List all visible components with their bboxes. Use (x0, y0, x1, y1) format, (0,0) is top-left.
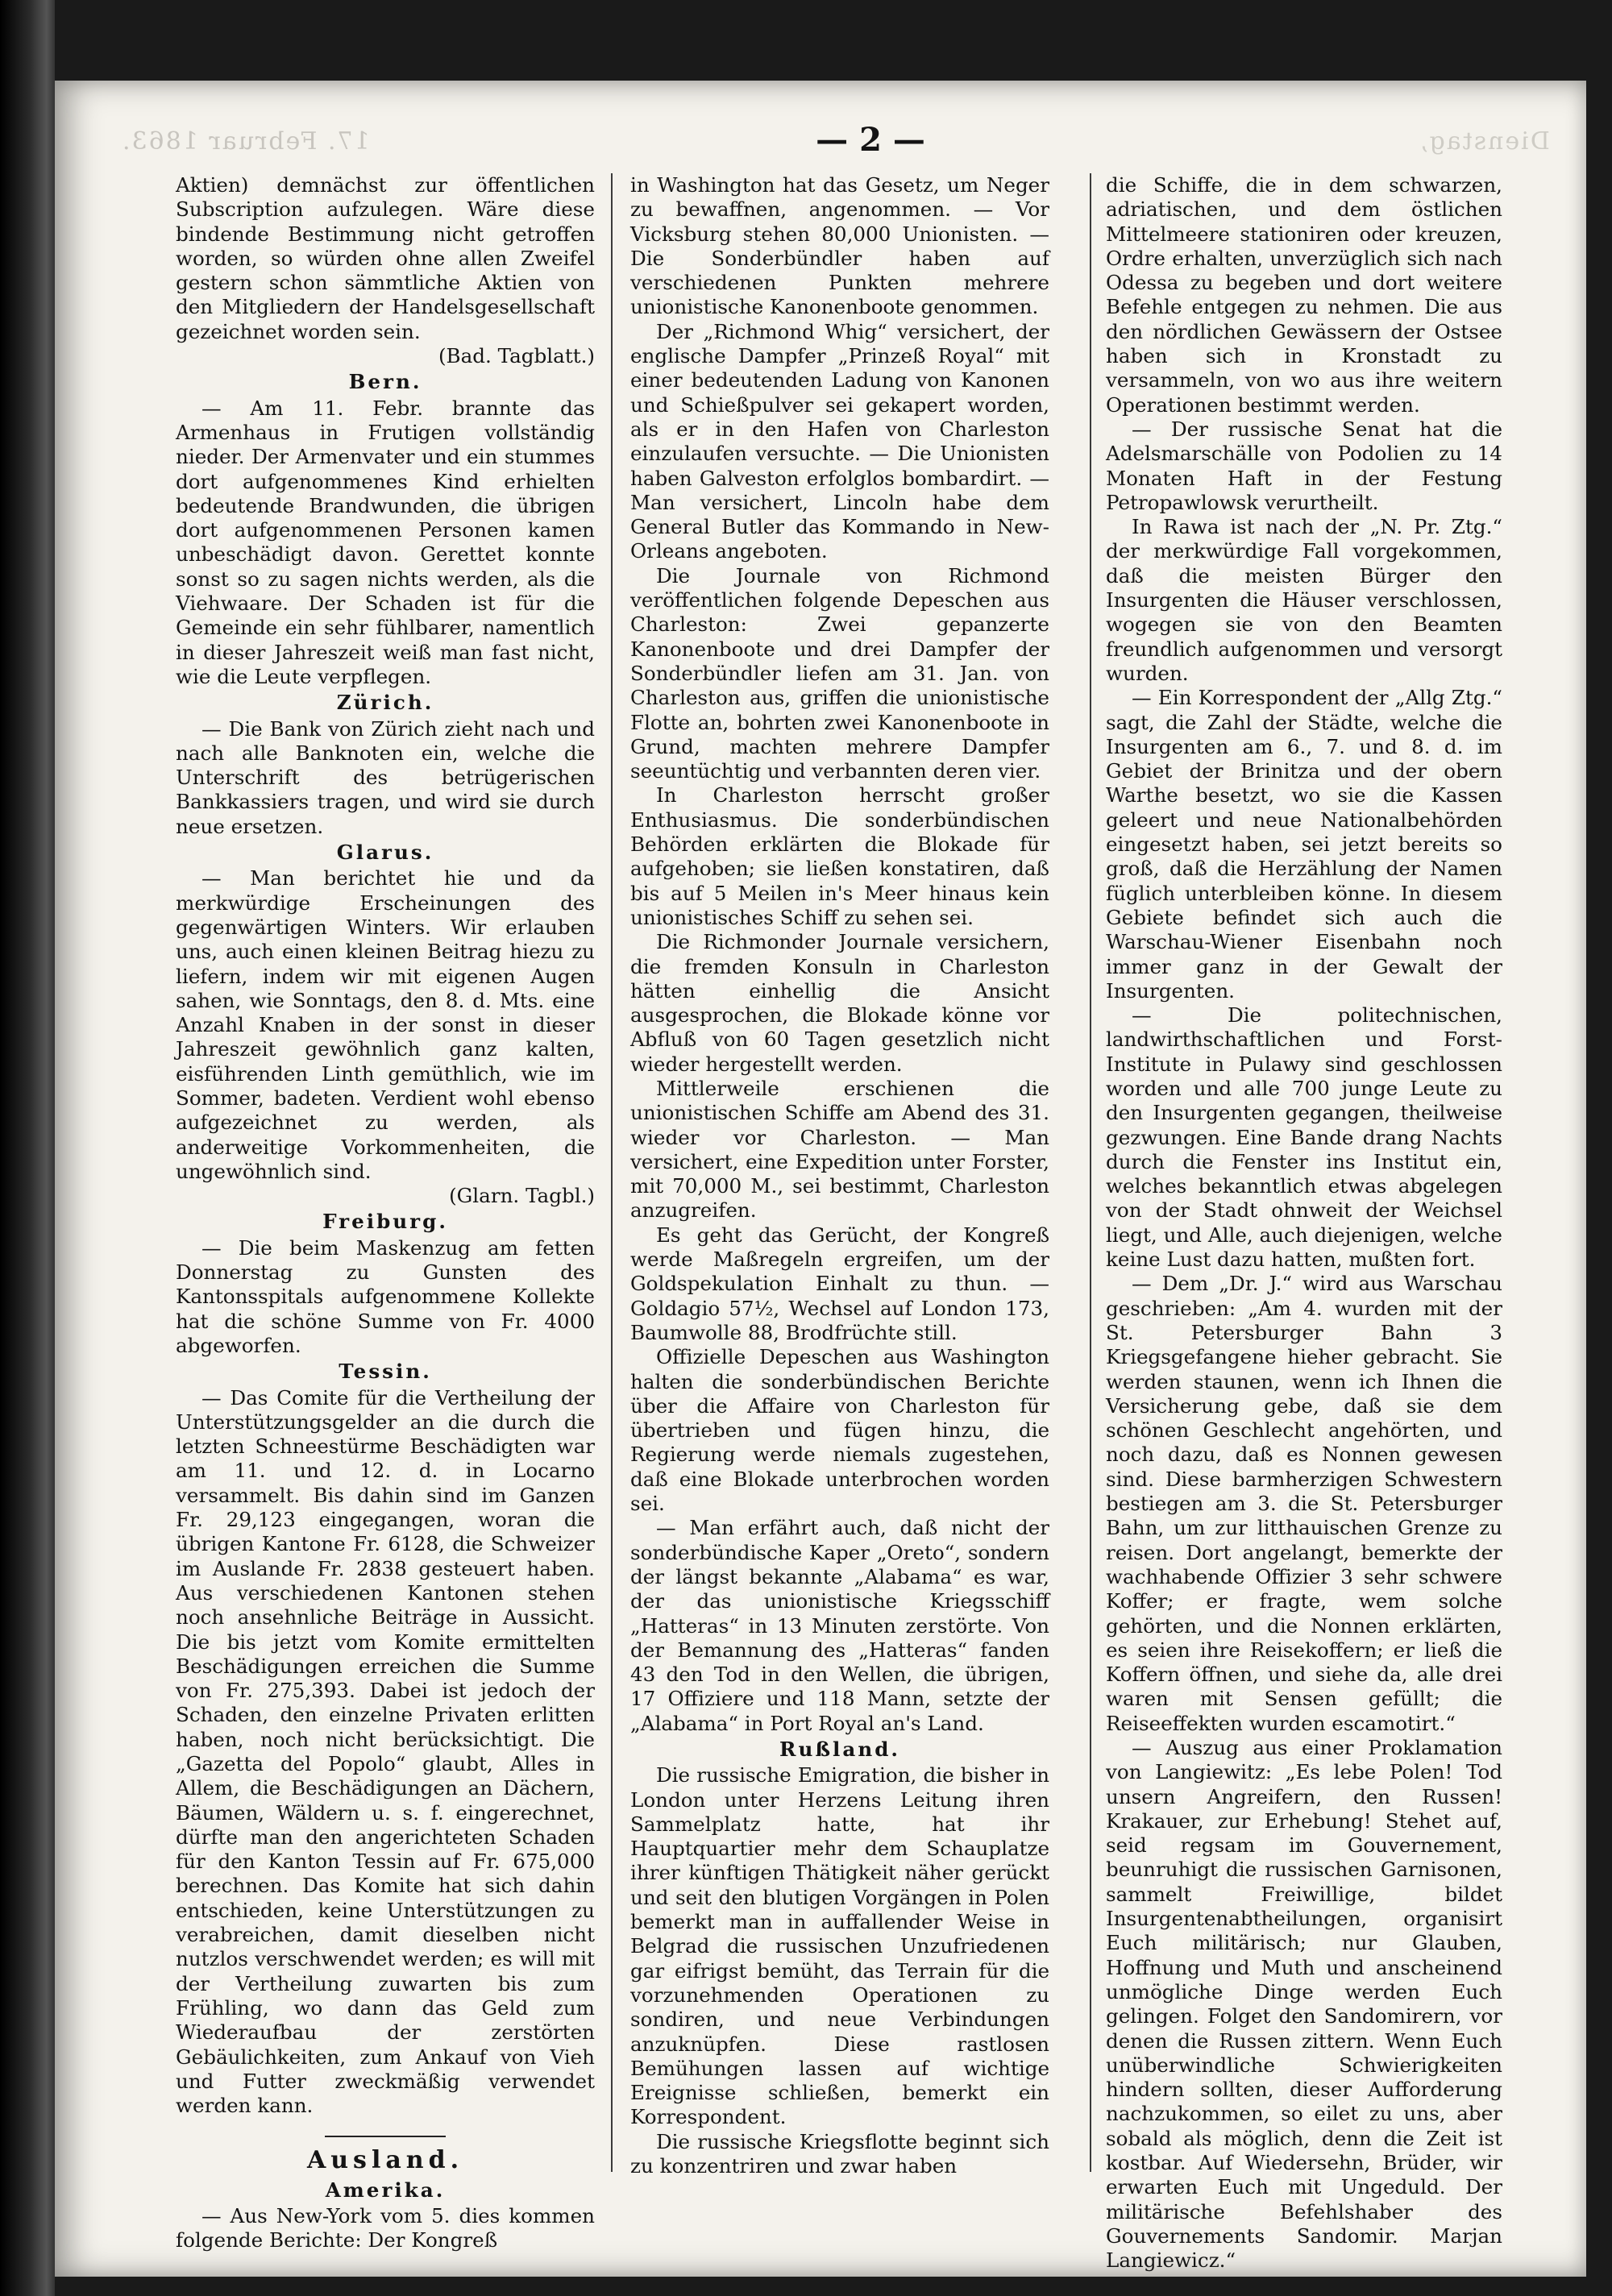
article-paragraph: In Rawa ist nach der „N. Pr. Ztg.“ der merkwürdige Fall vorgekommen, daß die meisten Bürger den Insurgenten die Häuser verschlossen, wogegen sie von den Beamten freundlich aufgenommen und versorgt wurden. (1106, 515, 1502, 685)
section-heading-russland: Rußland. (779, 1738, 900, 1761)
article-paragraph: Mittlerweile erschienen die unionistischen Schiffe am Abend des 31. wieder vor Charleston. — Man versichert, eine Expedition unter Forster, mit 70,000 M., sei bestimmt, Charleston anzugreifen. (630, 1076, 1049, 1223)
article-paragraph: in Washington hat das Gesetz, um Neger zu bewaffnen, angenommen. — Vor Vicksburg stehen 80,000 Unionisten. — Die Sonderbündler haben auf verschiedenen Punkten mehrere unionistische Kanonenboote genommen. (630, 173, 1049, 319)
article-paragraph: — Auszug aus einer Proklamation von Langiewitz: „Es lebe Polen! Tod unsern Angreifern, den Russen! Krakauer, zur Erhebung! Stehet auf, seid regsam im Gouvernement, beunruhigt die russischen Garnisonen, sammelt Freiwillige, bildet Insurgentenabtheilungen, organisirt Euch militärisch; nur Glauben, Hoffnung und Muth und anscheinend unmögliche Dinge werden Euch gelingen. Folget den Sandomirern, vor denen die Russen zittern. Wenn Euch unüberwindliche Schwierigkeiten hindern sollten, dieser Aufforderung nachzukommen, so eilet zu uns, aber sobald als möglich, denn die Zeit ist kostbar. Auf Wiedersehn, Brüder, wir erwarten Euch mit Ungeduld. Der militärische Befehlshaber des Gouvernements Sandomir. Marjan Langiewicz.“ (1106, 1736, 1502, 2273)
article-paragraph: In Charleston herrscht großer Enthusiasmus. Die sonderbündischen Behörden erklärten die Blokade für aufgehoben; sie ließen konstatiren, daß bis auf 5 Meilen in's Meer hinaus kein unionistisches Schiff zu sehen sei. (630, 783, 1049, 929)
article-paragraph: — Das Comite für die Vertheilung der Unterstützungsgelder an die durch die letzten Schneestürme Beschädigten war am 11. und 12. d. in Locarno versammelt. Bis dahin sind im Ganzen Fr. 29,123 eingegangen, woran die übrigen Kantone Fr. 6128, die Schweizer im Auslande Fr. 2838 gesteuert haben. Aus verschiedenen Kantonen stehen noch ansehnliche Beiträge in Aussicht. Die bis jetzt vom Komite ermittelten Beschädigungen erreichen die Summe von Fr. 275,393. Dabei ist jedoch der Schaden, den einzelne Privaten erlitten haben, noch nicht berücksichtigt. Die „Gazetta del Popolo“ glaubt, Alles in Allem, die Beschädigungen an Dächern, Bäumen, Wäldern u. s. f. eingerechnet, dürfte man den angerichteten Schaden für den Kanton Tessin auf Fr. 675,000 berechnen. Das Komite hat sich dahin entschieden, keine Unterstützungen zu verabreichen, damit dieselben nicht nutzlos verschwendet werden; es will mit der Vertheilung zuwarten bis zum Frühling, wo dann das Geld zum Wiederaufbau der zerstörten Gebäulichkeiten, zum Ankauf von Vieh und Futter zweckmäßig verwendet werden kann. (176, 1385, 595, 2118)
article-paragraph: — Dem „Dr. J.“ wird aus Warschau geschrieben: „Am 4. wurden mit der St. Petersburger Bahn 3 Kriegsgefangene hieher gebracht. Sie werden staunen, wenn ich Ihnen die Versicherung gebe, daß sie dem schönen Geschlecht angehörten, und noch dazu, daß es Nonnen gewesen sind. Diese barmherzigen Schwestern bestiegen am 3. die St. Petersburger Bahn, um zur litthauischen Grenze zu reisen. Dort angelangt, bemerkte der wachhabende Offizier 3 sehr schwere Koffer; er fragte, wem solche gehörten, und die Nonnen erklärten, es seien ihre Reisekoffern; er ließ die Koffern öffnen, und siehe da, alle drei waren mit Sensen gefüllt; die Reiseeffekten wurden escamotirt.“ (1106, 1272, 1502, 1735)
column-right (1106, 173, 1502, 2273)
section-heading-glarus: Glarus. (336, 841, 434, 865)
section-heading-ausland: Ausland. (306, 2146, 464, 2175)
section-heading-zuerich: Zürich. (336, 691, 434, 715)
article-paragraph: — Die politechnischen, landwirthschaftlichen und Forst-Institute in Pulawy sind geschlossen worden und alle 700 junge Leute zu den Insurgenten gegangen, theilweise gezwungen. Eine Bande drang Nachts durch die Fenster ins Institut ein, welches bekanntlich etwas abgelegen von der Stadt ohnweit der Weichsel liegt, und Alle, auch diejenigen, welche keine Lust dazu hatten, mußten fort. (1106, 1003, 1502, 1272)
article-paragraph: Die Journale von Richmond veröffentlichen folgende Depeschen aus Charleston: Zwei gepanzerte Kanonenboote und drei Dampfer der Sonderbündler liefen am 31. Jan. von Charleston aus, griffen die unionistische Flotte an, bohrten zwei Kanonenboote in Grund, machten mehrere Dampfer seeuntüchtig und verbannten deren vier. (630, 563, 1049, 783)
section-heading-tessin: Tessin. (339, 1360, 432, 1384)
article-paragraph: — Der russische Senat hat die Adelsmarschälle von Podolien zu 14 Monaten Haft in der Festung Petropawlowsk verurtheilt. (1106, 417, 1502, 514)
page-number: — 2 — (816, 121, 925, 159)
section-rule (325, 2136, 446, 2137)
column-divider (611, 173, 613, 2172)
bleed-through-day: Dienstag, (1419, 127, 1550, 156)
book-spine (0, 0, 55, 2296)
article-paragraph: Es geht das Gerücht, der Kongreß werde Maßregeln ergreifen, um der Goldspekulation Einhalt zu thun. — Goldagio 57½, Wechsel auf London 173, Baumwolle 88, Brodfrüchte still. (630, 1223, 1049, 1344)
article-paragraph: die Schiffe, die in dem schwarzen, adriatischen, und dem östlichen Mittelmeere stationiren oder kreuzen, Ordre erhalten, unverzüglich sich nach Odessa zu begeben und dort weitere Befehle entgegen zu nehmen. Die aus den nördlichen Gewässern der Ostsee haben sich in Kronstadt zu versammeln, von wo aus ihre weitern Operationen bestimmt werden. (1106, 173, 1502, 417)
source-citation: (Glarn. Tagbl.) (449, 1184, 595, 1208)
article-paragraph: Offizielle Depeschen aus Washington halten die sonderbündischen Berichte über die Affaire von Charleston für übertrieben und fügen hinzu, die Regierung werde niemals zugestehen, daß eine Blokade unterbrochen worden sei. (630, 1345, 1049, 1516)
article-paragraph: — Die beim Maskenzug am fetten Donnerstag zu Gunsten des Kantonsspitals aufgenommene Kollekte hat die schöne Summe von Fr. 4000 abgeworfen. (176, 1235, 595, 1357)
source-citation: (Bad. Tagblatt.) (438, 344, 595, 368)
section-heading-bern: Bern. (348, 370, 422, 394)
article-paragraph: — Man berichtet hie und da merkwürdige Erscheinungen des gegenwärtigen Winters. Wir erlauben uns, auch einen kleinen Beitrag hiezu zu liefern, indem wir mit eigenen Augen sahen, wie Sonntags, den 8. d. Mts. eine Anzahl Knaben in der sonst in dieser Jahreszeit gewöhnlich ganz kalten, eisführenden Linth gemüthlich, wie im Sommer, badeten. Verdient wohl ebenso aufgezeichnet zu werden, als anderweitige Vorkommenheiten, die ungewöhnlich sind. (176, 866, 595, 1183)
section-heading-amerika: Amerika. (325, 2178, 446, 2202)
article-paragraph: Die russische Emigration, die bisher in London unter Herzens Leitung ihren Sammelplatz hatte, hat ihr Hauptquartier mehr dem Schauplatze ihrer künftigen Thätigkeit näher gerückt und seit den blutigen Vorgängen in Polen bemerkt man in auffallender Weise in Belgrad die russischen Unzufriedenen gar eifrigst bemüht, das Terrain für die vorzunehmenden Operationen zu sondiren, und neue Verbindungen anzuknüpfen. Diese rastlosen Bemühungen lassen auf wichtige Ereignisse schließen, bemerkt ein Korrespondent. (630, 1763, 1049, 2129)
article-paragraph: Die Richmonder Journale versichern, die fremden Konsuln in Charleston hätten einhellig die Ansicht ausgesprochen, die Blokade könne vor Abfluß von 60 Tagen gesetzlich nicht wieder hergestellt werden. (630, 930, 1049, 1076)
article-paragraph: — Ein Korrespondent der „Allg Ztg.“ sagt, die Zahl der Städte, welche die Insurgenten am 6., 7. und 8. d. im Gebiet der Brinitza und der obern Warthe besetzt, wo sie die Kassen geleert und neue Nationalbehörden eingesetzt haben, sei jetzt bereits so groß, daß die Herzählung der Namen füglich unterbleiben könne. In diesem Gebiete befindet sich auch die Warschau-Wiener Eisenbahn noch immer ganz in der Gewalt der Insurgenten. (1106, 686, 1502, 1003)
column-divider (1090, 173, 1091, 2172)
column-middle (630, 173, 1049, 2178)
article-paragraph: Der „Richmond Whig“ versichert, der englische Dampfer „Prinzeß Royal“ mit einer bedeutenden Ladung von Kanonen und Schießpulver sei gekapert worden, als er in den Hafen von Charleston einzulaufen versuchte. — Die Unionisten haben Galveston erfolglos bombardirt. — Man versichert, Lincoln habe dem General Butler das Kommando in New-Orleans angeboten. (630, 319, 1049, 563)
section-heading-freiburg: Freiburg. (322, 1210, 448, 1234)
bleed-through-date: 17. Februar 1863. (121, 127, 370, 156)
article-paragraph: — Man erfährt auch, daß nicht der sonderbündische Kaper „Oreto“, sondern der längst bekannte „Alabama“ es war, der das unionistische Kriegsschiff „Hatteras“ in 13 Minuten zerstörte. Von der Bemannung des „Hatteras“ fanden 43 den Tod in den Wellen, die übrigen, 17 Offiziere und 118 Mann, setzte der „Alabama“ in Port Royal an's Land. (630, 1516, 1049, 1735)
article-paragraph: Aktien) demnächst zur öffentlichen Subscription aufzulegen. Wäre diese bindende Bestimmung nicht getroffen worden, so würden ohne allen Zweifel gestern schon sämmtliche Aktien von den Mitgliedern der Handelsgesellschaft gezeichnet worden sein. (176, 173, 595, 343)
article-paragraph: Die russische Kriegsflotte beginnt sich zu konzentriren und zwar haben (630, 2129, 1049, 2178)
article-paragraph: — Aus New-York vom 5. dies kommen folgende Berichte: Der Kongreß (176, 2204, 595, 2252)
article-paragraph: — Die Bank von Zürich zieht nach und nach alle Banknoten ein, welche die Unterschrift des betrügerischen Bankkassiers tragen, und wird sie durch neue ersetzen. (176, 716, 595, 838)
article-paragraph: — Am 11. Febr. brannte das Armenhaus in Frutigen vollständig nieder. Der Armenvater und ein stummes dort aufgenommenes Kind erhielten bedeutende Brandwunden, die übrigen dort aufgenommenen Personen kamen unbeschädigt davon. Gerettet konnte sonst so zu sagen nichts werden, als die Viehwaare. Der Schaden ist für die Gemeinde ein sehr fühlbarer, namentlich in dieser Jahreszeit weiß man fast nicht, wie die Leute verpflegen. (176, 396, 595, 688)
column-left (176, 173, 595, 2253)
